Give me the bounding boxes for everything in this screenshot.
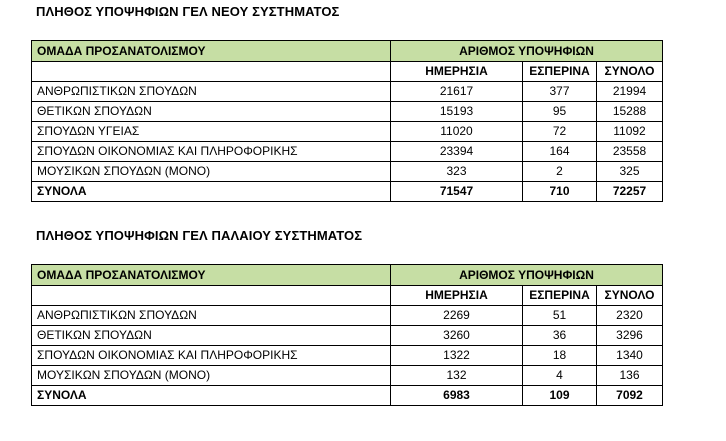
evening-count: 2 bbox=[523, 162, 597, 182]
evening-count: 36 bbox=[523, 326, 597, 346]
day-count: 132 bbox=[391, 366, 523, 386]
table-row bbox=[32, 306, 663, 326]
day-count: 21617 bbox=[391, 82, 523, 102]
group-name: ΜΟΥΣΙΚΩΝ ΣΠΟΥΔΩΝ (ΜΟΝΟ) bbox=[32, 162, 391, 182]
table-row bbox=[32, 346, 663, 366]
table-row bbox=[32, 102, 663, 122]
table-row bbox=[32, 82, 663, 102]
totals-label: ΣΥΝΟΛΑ bbox=[32, 386, 391, 406]
evening-count: 72 bbox=[523, 122, 597, 142]
day-count: 23394 bbox=[391, 142, 523, 162]
group-name: ΣΠΟΥΔΩΝ ΥΓΕΙΑΣ bbox=[32, 122, 391, 142]
total-count: 136 bbox=[597, 366, 663, 386]
total-count: 23558 bbox=[597, 142, 663, 162]
group-name: ΣΠΟΥΔΩΝ ΟΙΚΟΝΟΜΙΑΣ ΚΑΙ ΠΛΗΡΟΦΟΡΙΚΗΣ bbox=[32, 142, 391, 162]
evening-column-header: ΕΣΠΕΡΙΝΑ bbox=[523, 62, 597, 82]
total-count: 1340 bbox=[597, 346, 663, 366]
table-row bbox=[32, 326, 663, 346]
evening-count: 164 bbox=[523, 142, 597, 162]
group-name: ΑΝΘΡΩΠΙΣΤΙΚΩΝ ΣΠΟΥΔΩΝ bbox=[32, 306, 391, 326]
group-column-header: ΟΜΑΔΑ ΠΡΟΣΑΝΑΤΟΛΙΣΜΟΥ bbox=[32, 41, 391, 62]
evening-column-header: ΕΣΠΕΡΙΝΑ bbox=[523, 286, 597, 306]
old-system-title: ΠΛΗΘΟΣ ΥΠΟΨΗΦΙΩΝ ΓΕΛ ΠΑΛΑΙΟΥ ΣΥΣΤΗΜΑΤΟΣ bbox=[36, 228, 363, 243]
table-subheader-row bbox=[32, 62, 663, 82]
totals-label: ΣΥΝΟΛΑ bbox=[32, 182, 391, 202]
total-count: 15288 bbox=[597, 102, 663, 122]
table-row bbox=[32, 162, 663, 182]
evening-count: 377 bbox=[523, 82, 597, 102]
day-count: 323 bbox=[391, 162, 523, 182]
total-count: 11092 bbox=[597, 122, 663, 142]
blank-cell bbox=[32, 286, 391, 306]
evening-total: 109 bbox=[523, 386, 597, 406]
day-column-header: ΗΜΕΡΗΣΙΑ bbox=[391, 62, 523, 82]
totals-row bbox=[32, 182, 663, 202]
evening-count: 51 bbox=[523, 306, 597, 326]
old-system-table bbox=[31, 264, 663, 406]
table-row bbox=[32, 122, 663, 142]
new-system-title: ΠΛΗΘΟΣ ΥΠΟΨΗΦΙΩΝ ΓΕΛ ΝΕΟΥ ΣΥΣΤΗΜΑΤΟΣ bbox=[36, 4, 340, 19]
group-column-header: ΟΜΑΔΑ ΠΡΟΣΑΝΑΤΟΛΙΣΜΟΥ bbox=[32, 265, 391, 286]
table-row bbox=[32, 142, 663, 162]
total-count: 3296 bbox=[597, 326, 663, 346]
day-count: 2269 bbox=[391, 306, 523, 326]
table-subheader-row bbox=[32, 286, 663, 306]
grand-total: 72257 bbox=[597, 182, 663, 202]
day-total: 71547 bbox=[391, 182, 523, 202]
total-column-header: ΣΥΝΟΛΟ bbox=[597, 286, 663, 306]
totals-row bbox=[32, 386, 663, 406]
day-count: 15193 bbox=[391, 102, 523, 122]
group-name: ΘΕΤΙΚΩΝ ΣΠΟΥΔΩΝ bbox=[32, 102, 391, 122]
group-name: ΘΕΤΙΚΩΝ ΣΠΟΥΔΩΝ bbox=[32, 326, 391, 346]
day-count: 1322 bbox=[391, 346, 523, 366]
table-header-row bbox=[32, 41, 663, 62]
day-count: 11020 bbox=[391, 122, 523, 142]
evening-count: 95 bbox=[523, 102, 597, 122]
evening-count: 4 bbox=[523, 366, 597, 386]
group-name: ΑΝΘΡΩΠΙΣΤΙΚΩΝ ΣΠΟΥΔΩΝ bbox=[32, 82, 391, 102]
table-header-row bbox=[32, 265, 663, 286]
total-column-header: ΣΥΝΟΛΟ bbox=[597, 62, 663, 82]
total-count: 325 bbox=[597, 162, 663, 182]
total-count: 2320 bbox=[597, 306, 663, 326]
grand-total: 7092 bbox=[597, 386, 663, 406]
group-name: ΣΠΟΥΔΩΝ ΟΙΚΟΝΟΜΙΑΣ ΚΑΙ ΠΛΗΡΟΦΟΡΙΚΗΣ bbox=[32, 346, 391, 366]
day-count: 3260 bbox=[391, 326, 523, 346]
blank-cell bbox=[32, 62, 391, 82]
day-column-header: ΗΜΕΡΗΣΙΑ bbox=[391, 286, 523, 306]
table-row bbox=[32, 366, 663, 386]
total-count: 21994 bbox=[597, 82, 663, 102]
day-total: 6983 bbox=[391, 386, 523, 406]
evening-count: 18 bbox=[523, 346, 597, 366]
candidates-column-header: ΑΡΙΘΜΟΣ ΥΠΟΨΗΦΙΩΝ bbox=[391, 265, 663, 286]
group-name: ΜΟΥΣΙΚΩΝ ΣΠΟΥΔΩΝ (ΜΟΝΟ) bbox=[32, 366, 391, 386]
candidates-column-header: ΑΡΙΘΜΟΣ ΥΠΟΨΗΦΙΩΝ bbox=[391, 41, 663, 62]
new-system-table bbox=[31, 40, 663, 202]
evening-total: 710 bbox=[523, 182, 597, 202]
